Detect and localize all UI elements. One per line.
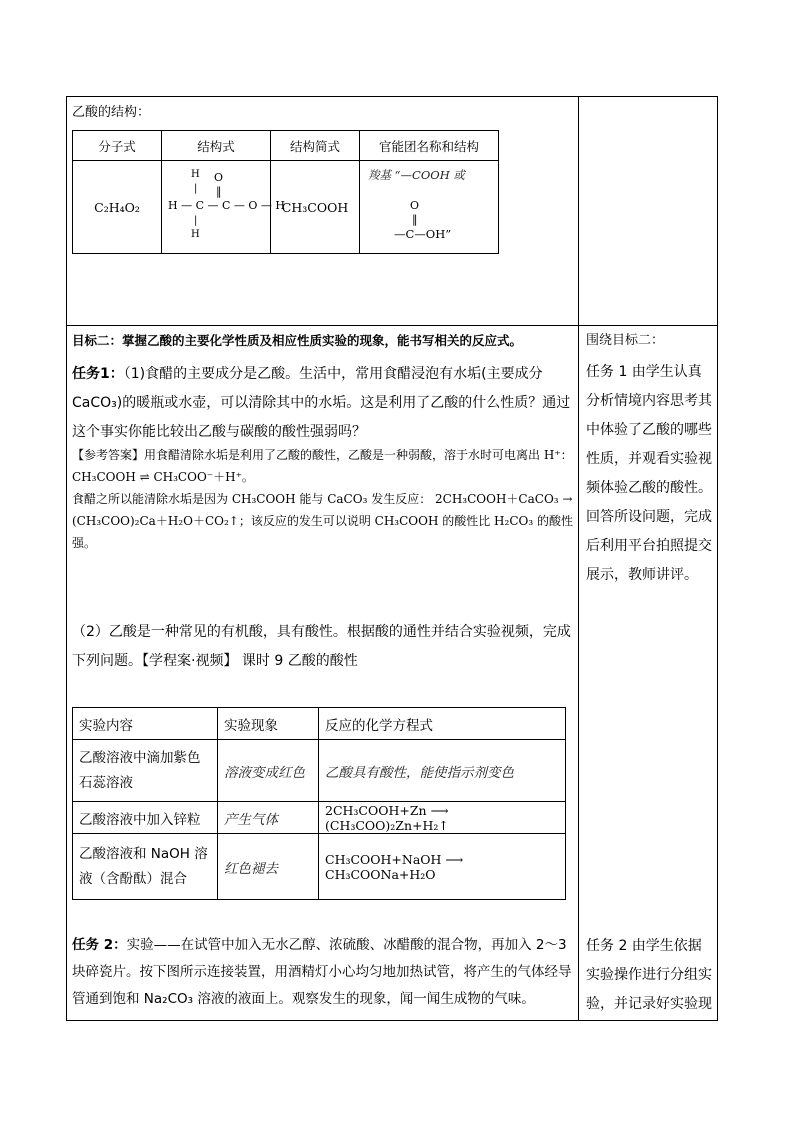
answer-line1: 【参考答案】用食醋清除水垢是利用了乙酸的酸性，乙酸是一种弱酸，溶于水时可电离出 H⁺： CH₃COOH ⇌ CH₃COO⁻＋H⁺。 bbox=[72, 448, 573, 484]
structural-formula-cell bbox=[162, 161, 286, 254]
header-structural-formula: 结构式 bbox=[162, 131, 271, 161]
struct-double-bond: ‖ bbox=[216, 185, 222, 198]
struct-top-bond: | bbox=[194, 183, 198, 194]
task2-label: 任务 2： bbox=[72, 937, 127, 953]
task1-text: （1)食醋的主要成分是乙酸。生活中，常用食醋浸泡有水垢(主要成分 CaCO₃)的暖瓶或水壶，可以清除其中的水垢。这是利用了乙酸的什么性质？通过这个事实你能比较出乙酸与碳酸的酸性强弱吗？ bbox=[72, 366, 571, 440]
table-row bbox=[73, 802, 566, 834]
exp-row3-phenomenon: 红色褪去 bbox=[218, 834, 319, 900]
header-molecular-formula: 分子式 bbox=[73, 131, 162, 161]
side-text-task2: 任务 2 由学生依据实验操作进行分组实验，并记录好实验现 bbox=[586, 938, 712, 1012]
answer-line2: 食醋之所以能清除水垢是因为 CH₃COOH 能与 CaCO₃ 发生反应： 2CH₃COOH＋CaCO₃ → (CH₃COO)₂Ca＋H₂O＋CO₂↑；该反应的发生可以说明 CH₃COOH 的酸性比 H₂CO₃ 的酸性强。 bbox=[72, 492, 573, 550]
row-divider bbox=[66, 325, 718, 326]
exp-row2-phenomenon: 产生气体 bbox=[218, 802, 319, 834]
structure-heading: 乙酸的结构： bbox=[72, 105, 151, 120]
functional-group-o: O bbox=[410, 199, 420, 212]
task2-text: 实验——在试管中加入无水乙醇、浓硫酸、冰醋酸的混合物，再加入 2～3 块碎瓷片。按下图所示连接装置，用酒精灯小心均匀地加热试管，将产生的气体经导管通到饱和 Na₂CO₃ 溶液的液面上。观察发生的现象，闻一闻生成物的气味。 bbox=[72, 937, 572, 1007]
goal2-side-title: 围绕目标二： bbox=[586, 333, 665, 348]
exp-row1-equation: 乙酸具有酸性，能使指示剂变色 bbox=[319, 740, 566, 802]
side-text-task1: 任务 1 由学生认真分析情境内容思考其中体验了乙酸的哪些性质，并观看实验视频体验乙酸的酸性。回答所设问题，完成后利用平台拍照提交展示，教师讲评。 bbox=[586, 364, 712, 583]
struct-main-line: H — C — C — O — H bbox=[168, 199, 286, 212]
part2-text: （2）乙酸是一种常见的有机酸，具有酸性。根据酸的通性并结合实验视频，完成下列问题。【学程案·视频】 课时 9 乙酸的酸性 bbox=[72, 624, 571, 669]
exp-row1-phenomenon: 溶液变成红色 bbox=[218, 740, 319, 802]
table-row bbox=[73, 834, 566, 900]
reference-answer bbox=[72, 444, 574, 554]
functional-group-bond: ‖ bbox=[412, 213, 418, 226]
exp-header-content: 实验内容 bbox=[73, 708, 218, 740]
functional-group-cell bbox=[360, 161, 499, 254]
task1-paragraph bbox=[72, 360, 574, 447]
functional-group-line2: —C—OH” bbox=[394, 227, 452, 241]
simplified-formula: CH₃COOH bbox=[271, 161, 360, 254]
exp-header-equation: 反应的化学方程式 bbox=[319, 708, 566, 740]
exp-header-phenomenon: 实验现象 bbox=[218, 708, 319, 740]
column-divider bbox=[578, 96, 579, 1021]
molecular-formula: C₂H₄O₂ bbox=[73, 161, 162, 254]
exp-row2-equation: 2CH₃COOH+Zn ⟶ (CH₃COO)₂Zn+H₂↑ bbox=[319, 802, 566, 834]
experiment-table bbox=[72, 707, 566, 900]
struct-bottom-h: H bbox=[191, 229, 200, 240]
struct-bottom-bond: | bbox=[194, 215, 198, 226]
exp-row1-content: 乙酸溶液中滴加紫色石蕊溶液 bbox=[73, 740, 218, 802]
struct-top-h: H bbox=[191, 169, 200, 180]
goal2-title: 目标二：掌握乙酸的主要化学性质及相应性质实验的现象，能书写相关的反应式。 bbox=[72, 333, 523, 348]
header-simplified-formula: 结构简式 bbox=[271, 131, 360, 161]
exp-row3-equation: CH₃COOH+NaOH ⟶ CH₃COONa+H₂O bbox=[319, 834, 566, 900]
structure-table bbox=[72, 130, 499, 254]
task2-paragraph bbox=[72, 932, 574, 1013]
exp-row3-content: 乙酸溶液和 NaOH 溶液（含酚酞）混合 bbox=[73, 834, 218, 900]
functional-group-line1: 羧基 “—COOH 或 bbox=[368, 168, 465, 182]
header-functional-group: 官能团名称和结构 bbox=[360, 131, 499, 161]
table-row bbox=[73, 740, 566, 802]
task1-label: 任务1： bbox=[72, 366, 124, 382]
exp-row2-content: 乙酸溶液中加入锌粒 bbox=[73, 802, 218, 834]
struct-top-o: O bbox=[214, 171, 224, 184]
